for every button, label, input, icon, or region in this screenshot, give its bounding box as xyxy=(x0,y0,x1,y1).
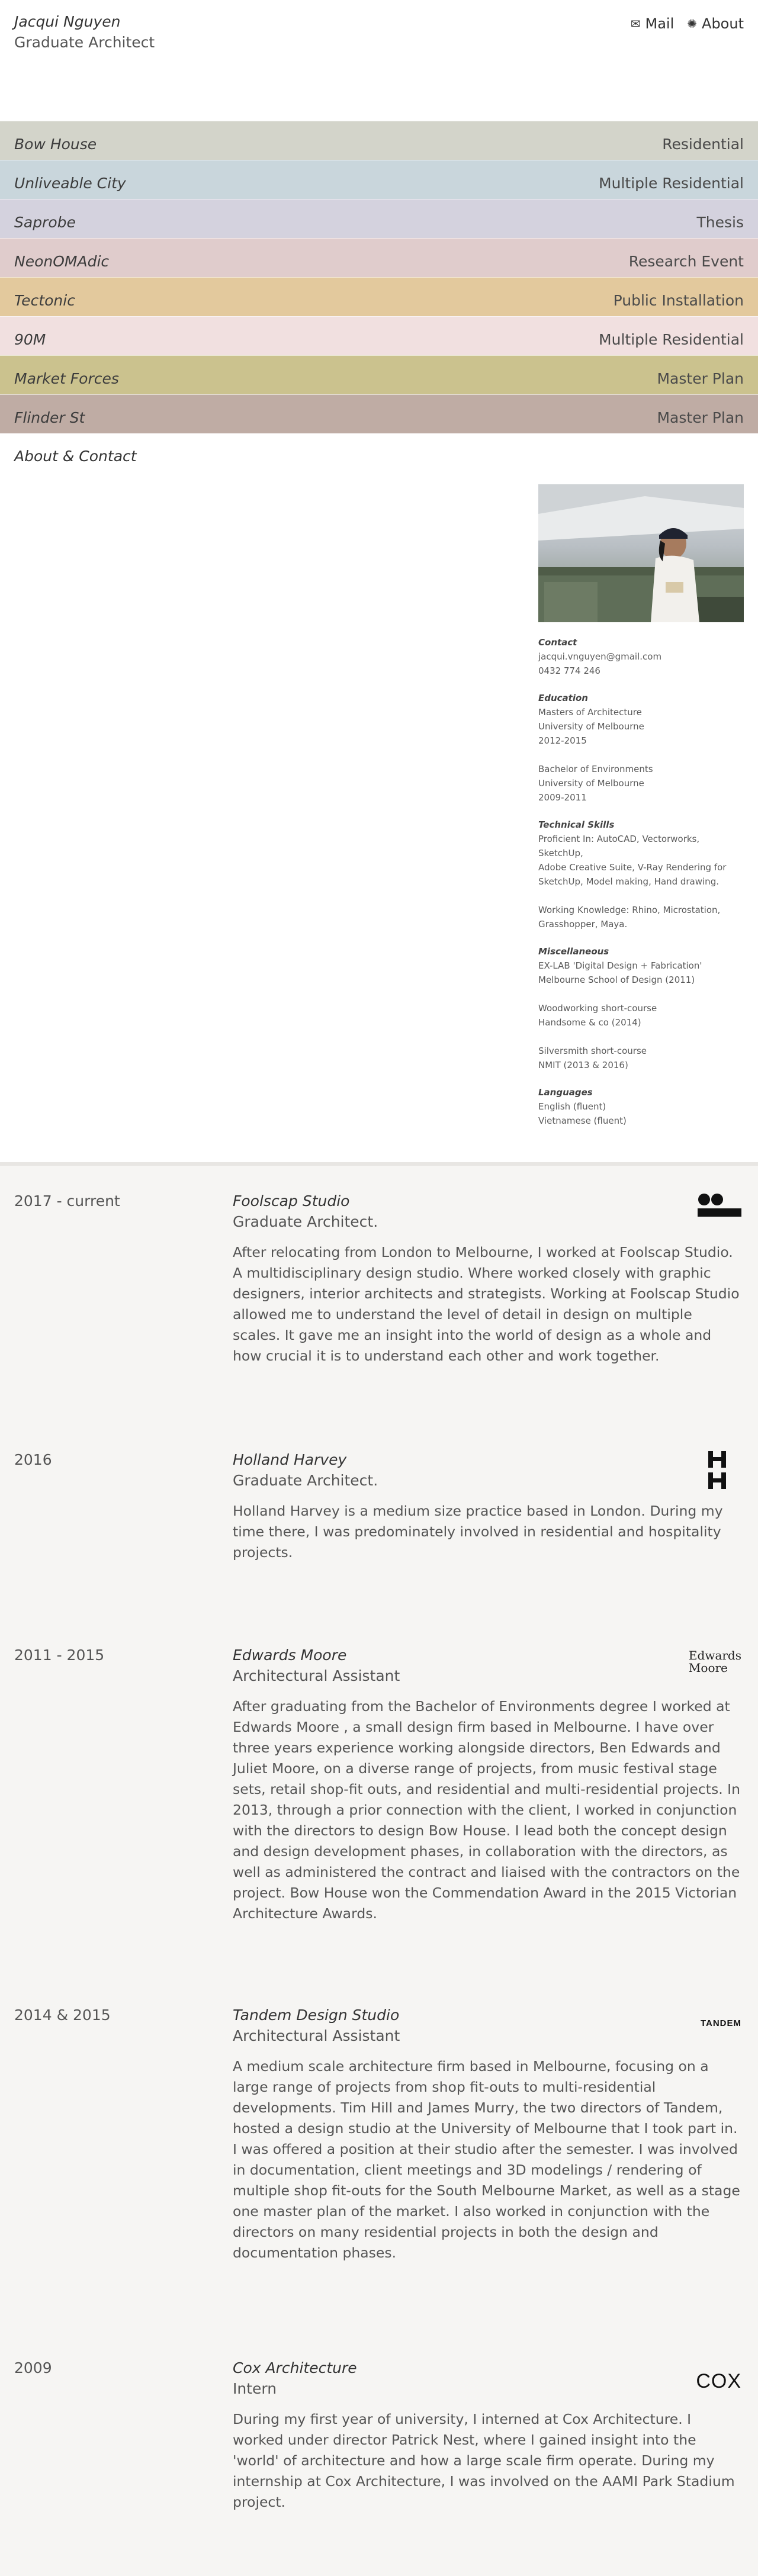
tandem-logo: TANDEM xyxy=(700,2018,741,2028)
project-name: Saprobe xyxy=(14,214,76,231)
project-name: Flinder St xyxy=(14,409,85,426)
language-line: English (fluent) xyxy=(538,1101,606,1112)
experience-company: Cox Architecture xyxy=(233,2359,357,2376)
experience-years: 2014 & 2015 xyxy=(14,2006,111,2024)
misc-line: Woodworking short-course xyxy=(538,1003,657,1014)
contact-email[interactable]: jacqui.vnguyen@gmail.com xyxy=(538,651,662,662)
profile-photo-image xyxy=(538,484,744,622)
project-band[interactable] xyxy=(0,355,758,394)
edwards-moore-logo: Edwards Moore xyxy=(688,1648,741,1675)
experience-company: Edwards Moore xyxy=(233,1646,347,1664)
experience-title: Architectural Assistant xyxy=(233,2027,400,2044)
project-list xyxy=(0,121,758,433)
project-band[interactable] xyxy=(0,316,758,355)
site-role: Graduate Architect xyxy=(14,34,155,51)
foolscap-logo xyxy=(695,1192,741,1221)
project-band[interactable] xyxy=(0,277,758,316)
skills-line: Working Knowledge: Rhino, Microstation, xyxy=(538,905,721,915)
project-band[interactable] xyxy=(0,121,758,160)
experience-title: Graduate Architect. xyxy=(233,1213,378,1230)
skills-line: SketchUp, Model making, Hand drawing. xyxy=(538,876,719,887)
misc-line: Silversmith short-course xyxy=(538,1046,647,1056)
experience-years: 2009 xyxy=(14,2359,52,2376)
skills-line: Proficient In: AutoCAD, Vectorworks, SketchUp, xyxy=(538,834,700,858)
project-band[interactable] xyxy=(0,394,758,433)
experience-years: 2011 - 2015 xyxy=(14,1646,105,1664)
language-line: Vietnamese (fluent) xyxy=(538,1115,627,1126)
sun-icon: ✺ xyxy=(687,17,698,31)
project-type: Multiple Residential xyxy=(599,331,744,348)
project-type: Research Event xyxy=(628,253,744,270)
experience-description: After relocating from London to Melbourne, I worked at Foolscap Studio. A multidisciplinary design studio. Where worked closely with graphic designers, interior architects and strategists. Working at Foolscap Studio allowed me to understand the level of detail in design on multiple scales. It gave me an insight into the world of design as a whole and how crucial it is to understand each other and work together. xyxy=(233,1244,740,1364)
education-line: 2009-2011 xyxy=(538,792,587,803)
experience-title: Graduate Architect. xyxy=(233,1472,378,1489)
contact-phone[interactable]: 0432 774 246 xyxy=(538,665,600,676)
project-name: 90M xyxy=(14,331,46,348)
project-type: Master Plan xyxy=(657,409,744,426)
about-contact-heading[interactable]: About & Contact xyxy=(14,448,137,465)
project-type: Public Installation xyxy=(613,292,744,309)
experience-company: Tandem Design Studio xyxy=(233,2006,400,2024)
cox-logo: COX xyxy=(696,2370,741,2392)
skills-line: Adobe Creative Suite, V-Ray Rendering for xyxy=(538,862,727,873)
project-band[interactable] xyxy=(0,160,758,199)
project-name: Market Forces xyxy=(14,370,119,387)
education-line: Bachelor of Environments xyxy=(538,764,653,774)
project-type: Multiple Residential xyxy=(599,175,744,192)
mail-icon: ✉ xyxy=(630,17,641,31)
experience-company: Foolscap Studio xyxy=(233,1192,350,1210)
mail-label: Mail xyxy=(645,15,675,32)
education-line: Masters of Architecture xyxy=(538,707,642,718)
about-link[interactable] xyxy=(687,15,744,32)
skills-title: Technical Skills xyxy=(538,819,615,830)
misc-title: Miscellaneous xyxy=(538,946,609,957)
project-type: Residential xyxy=(662,136,744,153)
top-nav xyxy=(631,15,744,32)
education-title: Education xyxy=(538,693,588,703)
education-line: University of Melbourne xyxy=(538,721,644,732)
experience-years: 2017 - current xyxy=(14,1192,120,1210)
project-type: Master Plan xyxy=(657,370,744,387)
project-name: Unliveable City xyxy=(14,175,126,192)
misc-line: EX-LAB 'Digital Design + Fabrication' xyxy=(538,960,702,971)
project-name: Bow House xyxy=(14,136,97,153)
about-label: About xyxy=(702,15,744,32)
mail-link[interactable] xyxy=(631,15,675,32)
languages-title: Languages xyxy=(538,1087,593,1098)
experience-company: Holland Harvey xyxy=(233,1451,347,1468)
misc-line: Melbourne School of Design (2011) xyxy=(538,975,695,985)
experience-description: A medium scale architecture firm based in Melbourne, focusing on a large range of projects from shop fit-outs to multi-residential developments. Tim Hill and James Murry, the two directors of Tandem, hosted a design studio at the University of Melbourne that I took part in. I was offered a position at their studio after the semester. I was involved in documentation, client meetings and 3D modelings / rendering of multiple shop fit-outs for the South Melbourne Market, as well as a stage one master plan of the market. I also worked in conjunction with the directors on many residential projects in both the design and documentation phases. xyxy=(233,2058,740,2261)
misc-line: Handsome & co (2014) xyxy=(538,1017,641,1028)
experience-description: During my first year of university, I interned at Cox Architecture. I worked under director Patrick Nest, where I gained insight into the 'world' of architecture and how a large scale firm operate. During my internship at Cox Architecture, I was involved on the AAMI Park Stadium project. xyxy=(233,2411,735,2510)
experience-description: After graduating from the Bachelor of Environments degree I worked at Edwards Moore , a small design firm based in Melbourne. I have over three years experience working alongside directors, Ben Edwards and Juliet Moore, on a diverse range of projects, from music festival stage sets, retail shop-fit outs, and residential and multi-residential projects. In 2013, through a prior connection with the client, I worked in conjunction with the directors to design Bow House. I lead both the concept design and design development phases, in collaboration with the directors, as well as administered the contract and liaised with the contractors on the project. Bow House won the Commendation Award in the 2015 Victorian Architecture Awards. xyxy=(233,1698,740,1922)
project-name: NeonOMAdic xyxy=(14,253,110,270)
misc-line: NMIT (2013 & 2016) xyxy=(538,1060,628,1070)
project-band[interactable] xyxy=(0,238,758,277)
project-name: Tectonic xyxy=(14,292,75,309)
contact-title: Contact xyxy=(538,637,577,648)
education-line: University of Melbourne xyxy=(538,778,644,789)
site-header xyxy=(0,0,758,118)
experience-title: Intern xyxy=(233,2380,277,2397)
holland-harvey-logo xyxy=(708,1451,726,1491)
experience-title: Architectural Assistant xyxy=(233,1667,400,1684)
about-sidebar xyxy=(538,484,744,1128)
experience-section xyxy=(0,1166,758,2576)
experience-description: Holland Harvey is a medium size practice based in London. During my time there, I was predominately involved in residential and hospitality projects. xyxy=(233,1503,723,1561)
skills-line: Grasshopper, Maya. xyxy=(538,919,628,930)
project-type: Thesis xyxy=(696,214,744,231)
education-line: 2012-2015 xyxy=(538,735,587,746)
site-name[interactable]: Jacqui Nguyen xyxy=(14,13,121,30)
profile-photo xyxy=(538,484,744,622)
experience-years: 2016 xyxy=(14,1451,52,1468)
project-band[interactable] xyxy=(0,199,758,238)
